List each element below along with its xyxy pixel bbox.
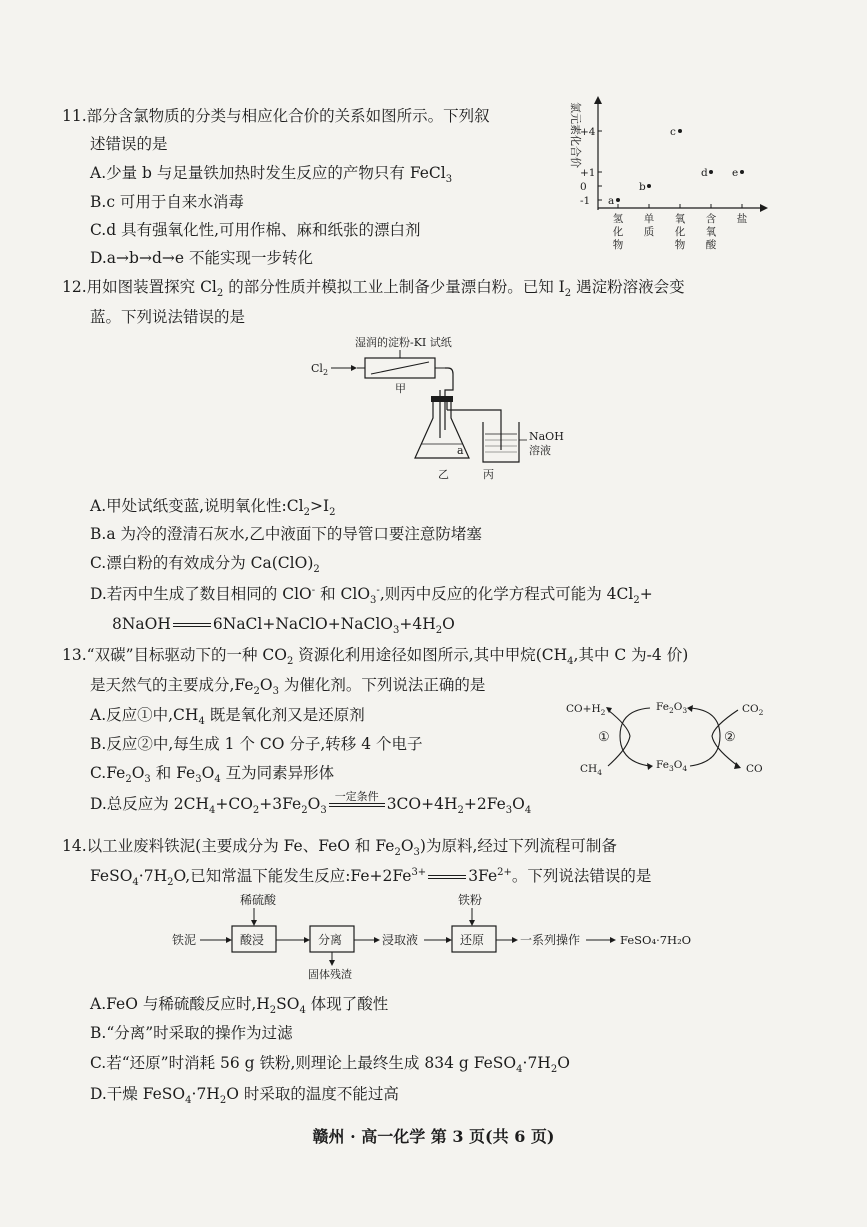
q13-option-d: D.总反应为 $2CH_4+CO_2+3Fe_2O_3$ 一定条件 $3CO+4H_2+2Fe_3O_4$ — [90, 790, 532, 817]
chart-point-label: c — [670, 126, 676, 138]
chart-ytick-label: -1 — [580, 195, 591, 207]
q12-option-d-line2: 8NaOH $6NaCl+NaClO+NaClO_3+4H_2O$ — [112, 615, 455, 637]
label-naoh: NaOH — [529, 430, 564, 443]
label-ch4: $CH_4$ — [580, 763, 602, 777]
q14-option-a: A.FeO 与稀硫酸反应时$,H_2SO_4$ 体现了酸性 — [90, 995, 389, 1017]
label-co-h2: $CO+H_2$ — [566, 703, 606, 717]
flow-product: FeSO₄·7H₂O — [620, 933, 692, 947]
q13-option-c: $C.Fe_2O_3$ 和 $Fe_3O_4$ 互为同素异形体 — [90, 764, 335, 786]
chart-xcat-label: 含氧酸 — [705, 213, 717, 251]
reaction-2-marker: ② — [724, 730, 736, 745]
label-yi: 乙 — [438, 468, 449, 481]
q11-stem-line2: 述错误的是 — [90, 135, 168, 153]
chart-point-b — [647, 184, 651, 188]
label-bing: 丙 — [483, 468, 494, 481]
chart-point-label: d — [701, 167, 708, 179]
flow-iron-powder: 铁粉 — [458, 893, 483, 907]
flow-step1-label: 酸浸 — [240, 933, 265, 947]
q14-option-d: D.干燥 $FeSO_4\cdot 7H_2O$ 时采取的温度不能过高 — [90, 1085, 399, 1107]
q11-option-b: B.c 可用于自来水消毒 — [90, 193, 244, 211]
chart-ytick-label: +4 — [580, 126, 596, 138]
label-a: a — [457, 444, 464, 457]
q11-stem-line1: 11.部分含氯物质的分类与相应化合价的关系如图所示。下列叙 — [62, 107, 490, 125]
q12-option-a: A.甲处试纸变蓝,说明氧化性$:Cl_2>I_2$ — [90, 497, 336, 519]
chart-ylabel: 氯元素化合价 — [569, 102, 582, 168]
q11-valence-chart — [556, 94, 776, 260]
chart-point-e — [740, 170, 744, 174]
q13-stem-line1: 13.“双碳”目标驱动下的一种 $CO_2$ 资源化利用途径如图所示,其中甲烷($CH_4$,其中 C 为-4 价) — [62, 646, 689, 668]
label-fe3o4: $Fe_3O_4$ — [656, 759, 688, 773]
label-cl2: $Cl_2$ — [311, 362, 329, 377]
q11-option-c: C.d 具有强氧化性,可用作棉、麻和纸张的漂白剂 — [90, 221, 421, 239]
q12-apparatus-figure — [305, 330, 565, 488]
q13-option-b: B.反应②中,每生成 1 个 CO 分子,转移 4 个电子 — [90, 735, 423, 753]
q13-option-a: A.反应①中$,CH_4$ 既是氧化剂又是还原剂 — [90, 706, 365, 728]
chart-ytick-label: 0 — [580, 181, 587, 193]
reaction-1-marker: ① — [598, 730, 610, 745]
chart-point-label: a — [608, 195, 615, 207]
label-fe2o3: $Fe_2O_3$ — [656, 701, 688, 715]
label-co2: $CO_2$ — [742, 703, 764, 717]
q14-stem-line2: $FeSO_4\cdot 7H_2O$,已知常温下能发生反应$:Fe+2Fe^{3+}$ $3Fe^{2+}$。下列说法错误的是 — [90, 866, 652, 889]
chart-xcat-label: 单质 — [643, 213, 655, 238]
q14-flowchart — [168, 892, 708, 984]
q12-stem-line2: 蓝。下列说法错误的是 — [90, 308, 246, 326]
label-solution: 溶液 — [529, 444, 551, 457]
q14-option-c: C.若“还原”时消耗 56 g 铁粉,则理论上最终生成 834 g $FeSO_4\cdot 7H_2O$ — [90, 1054, 570, 1076]
flow-ops: 一系列操作 — [520, 933, 581, 947]
chart-ytick-label: +1 — [580, 167, 596, 179]
label-co: CO — [746, 763, 763, 775]
q11-option-a: A.少量 b 与足量铁加热时发生反应的产物只有 FeCl$_3$ — [90, 164, 453, 186]
q13-cycle-figure — [560, 696, 772, 782]
flow-step3-label: 还原 — [460, 933, 485, 947]
q14-option-b: B.“分离”时采取的操作为过滤 — [90, 1024, 293, 1042]
q12-option-d-line1: D.若丙中生成了数目相同的 ClO- 和 ClO$_3$-,则丙中反应的化学方程式可能为 $4Cl_2+$ — [90, 584, 653, 607]
label-starch-ki-paper: 湿润的淀粉-KI 试纸 — [355, 336, 452, 349]
flow-step2-label: 分离 — [318, 933, 343, 947]
label-jia: 甲 — [395, 382, 406, 395]
chart-point-d — [709, 170, 713, 174]
q12-option-b: B.a 为冷的澄清石灰水,乙中液面下的导管口要注意防堵塞 — [90, 525, 482, 543]
page-footer: 赣州 · 高一化学 第 3 页(共 6 页) — [312, 1127, 555, 1146]
chart-xcat-label: 氢化物 — [612, 213, 624, 251]
q12-option-c: C.漂白粉的有效成分为 $Ca(ClO)_2$ — [90, 554, 320, 576]
chart-point-c — [678, 129, 682, 133]
q13-stem-line2: 是天然气的主要成分$,Fe_2O_3$ 为催化剂。下列说法正确的是 — [90, 676, 486, 698]
chart-point-label: b — [639, 181, 646, 193]
chart-xcat-label: 盐 — [736, 213, 748, 225]
q14-stem-line1: 14.以工业废料铁泥(主要成分为 Fe、FeO 和 $Fe_2O_3$)为原料,经过下列流程可制备 — [62, 837, 617, 859]
chart-x-arrow — [760, 204, 768, 212]
flow-acid: 稀硫酸 — [240, 893, 277, 907]
chart-y-arrow — [594, 96, 602, 104]
q11-option-d: D.a→b→d→e 不能实现一步转化 — [90, 249, 313, 267]
flow-liquid: 浸取液 — [382, 933, 419, 947]
flow-residue: 固体残渣 — [308, 968, 352, 981]
q12-stem-line1: 12.用如图装置探究 $Cl_2$ 的部分性质并模拟工业上制备少量漂白粉。已知 $I_2$ 遇淀粉溶液会变 — [62, 278, 685, 300]
chart-point-label: e — [732, 167, 739, 179]
chart-xcat-label: 氧化物 — [674, 213, 686, 251]
flow-start: 铁泥 — [172, 933, 197, 947]
chart-point-a — [616, 198, 620, 202]
test-paper-strip — [371, 362, 429, 374]
